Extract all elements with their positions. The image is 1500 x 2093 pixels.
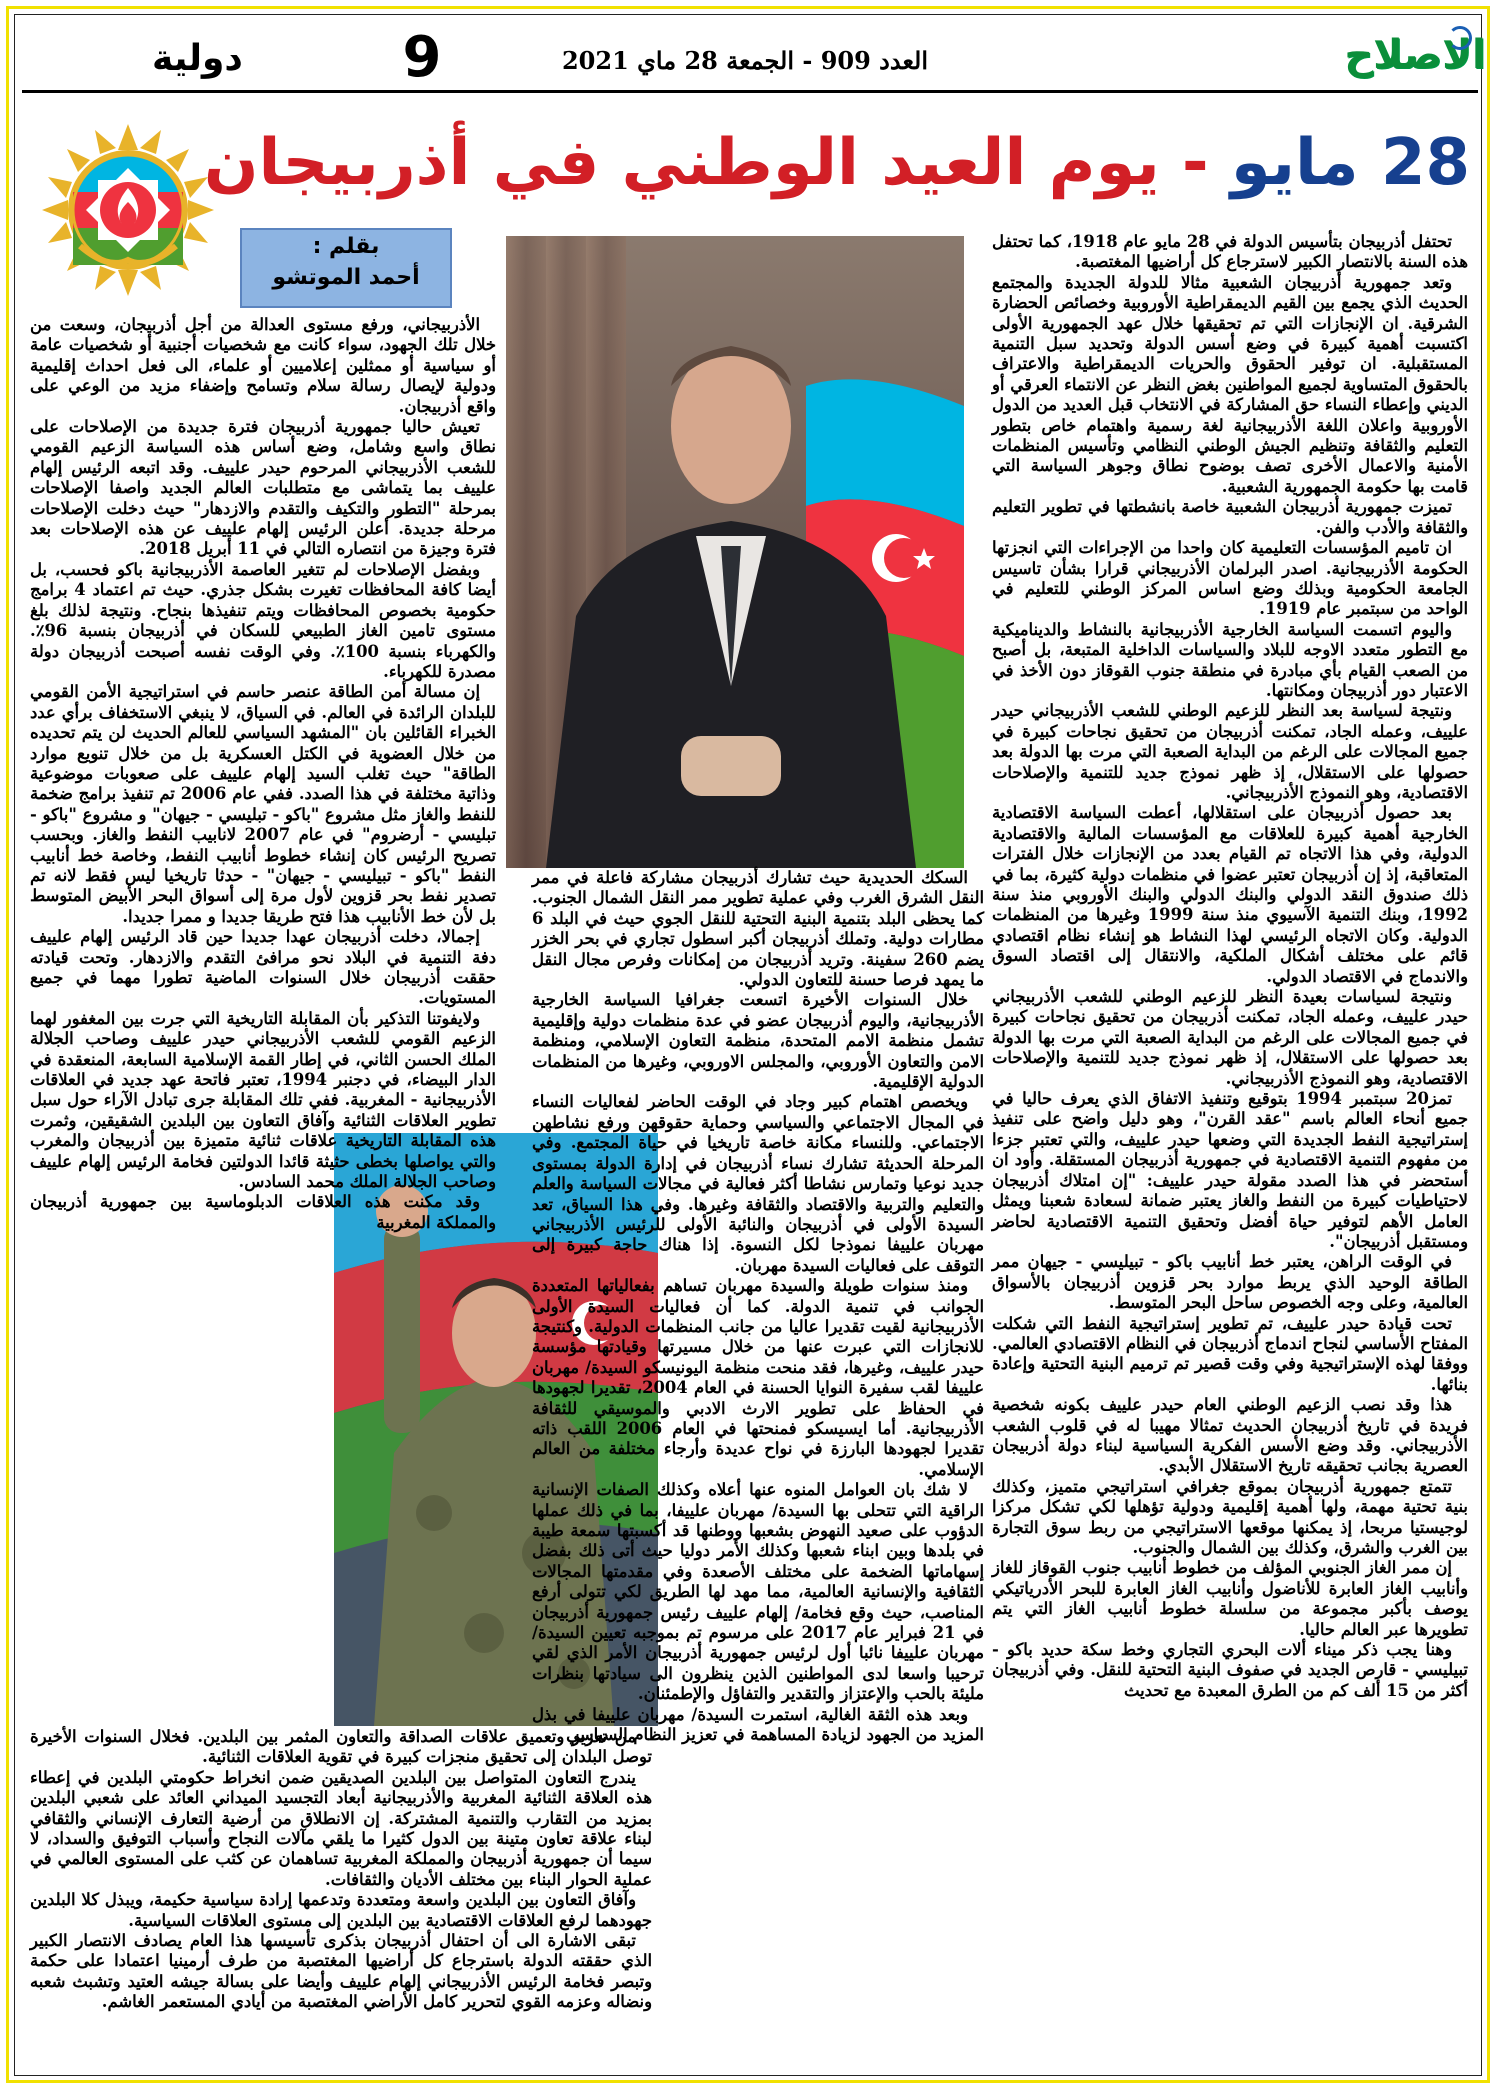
paragraph: ولايفوتنا التذكير بأن المقابلة التاريخية التي جرت بين المغفور لهما الزعيم القومي للشعب الأذربيجاني حيدر علييف وصاحب الجلالة الملك الحسن الثاني، في إطار القمة الإسلامية السابعة، المنعقدة في الدار البيضاء، في دجنبر 1994، تعتبر فاتحة عهد جديد في العلاقات الأذربيجانية - المغربية. ففي تلك المقابلة جرى تبادل الآراء حول سبل تطوير العلاقات الثنائية وآفاق التعاون بين البلدين الشقيقين، وثمرت هذه المقابلة التاريخية علاقات ثنائية متميزة بين أذربيجان والمغرب والتي يواصلها بخطى حثيثة قائدا الدولتين فخامة الرئيس إلهام علييف وصاحب الجلالة الملك محمد السادس. [30, 1008, 496, 1192]
paragraph: إن مسالة أمن الطاقة عنصر حاسم في استراتيجية الأمن القومي للبلدان الرائدة في العالم. في السياق، لا ينبغي الاستخفاف برأي عدد الخبراء القائلين بان "المشهد السياسي للعالم الحديث لن يتم تحديده من خلال العضوية في الكتل العسكرية بل من خلال تنويع موارد الطاقة" حيث تغلب السيد إلهام علييف على صعوبات موضوعية وذاتية مختلفة في هذا الصدد. ففي عام 2006 تم تنفيذ برامج ضخمة للنفط والغاز مثل مشروع "باكو - تبليسي - جيهان" و مشروع "باكو - تبليسي - أرضروم" في عام 2007 لانابيب النفط والغاز. وبحسب تصريح الرئيس كان إنشاء خطوط أنابيب النفط، وخاصة خط أنابيب النفط "باكو - تبيليسي - جيهان" - حدثا تاريخيا ليس فقط لانه تم تصدير نفط بحر قزوين لأول مرة إلى أسواق البحر الأبيض المتوسط بل لأن خط الأنابيب هذا فتح طريقا جديدا و ممرا جديدا. [30, 682, 497, 926]
byline-prefix: بقلم : [312, 234, 380, 259]
newspaper-header [22, 20, 1486, 96]
paragraph: ان تاميم المؤسسات التعليمية كان واحدا من الإجراءات التي انجزتها الحكومة الأذربيجانية. اصدر البرلمان الأذربيجاني قرارا بشأن تاسيس الجامعة الحكومية وبذلك وضع اساس المركز الوطني للتعليم في الواحد من سبتمبر عام 1919. [992, 538, 1468, 619]
paragraph: وقد مكنت هذه العلاقات الدبلوماسية بين جمهورية أذربيجان والمملكة المغربية [30, 1192, 496, 1232]
paragraph: وهنا يجب ذكر ميناء ألات البحري التجاري وخط سكة حديد باكو - تبيليسي - قارص الجديد في صفوف البنية التحتية للنقل. وفي أذربيجان أكثر من 15 ألف كم من الطرق المعبدة مع تحديث [992, 1640, 1468, 1700]
article-column-right [992, 232, 1468, 1701]
headline-date: 28 مايو [1230, 126, 1470, 200]
paragraph: إجمالا، دخلت أذربيجان عهدا جديدا حين قاد الرئيس إلهام علييف دفة التنمية في البلاد نحو مرافئ التقدم والازدهار. وتحت قيادته حققت أذربيجان خلال السنوات الماضية تطورا مهما في جميع المستويات. [30, 927, 496, 1008]
paragraph: تتمتع جمهورية أذربيجان بموقع جغرافي استراتيجي متميز، وكذلك بنية تحتية مهمة، ولها أهمية إقليمية ودولية تؤهلها لكي تشكل مركزا لوجيستيا مربحا، إذ يمكنها موقعها الاستراتيجي من ربط سوق التجارة بين الغرب والشرق، وكذلك بين الشمال والجنوب. [992, 1476, 1468, 1557]
newspaper-logo [1344, 20, 1486, 90]
byline-box [240, 228, 452, 308]
paragraph: وآفاق التعاون بين البلدين واسعة ومتعددة وتدعمها إرادة سياسية حكيمة، ويبذل كلا البلدين جهودهما لرفع العلاقات الاقتصادية بين البلدين إلى مستوى العلاقات السياسية. [30, 1890, 652, 1930]
logo-text: الاصلاح [1344, 32, 1486, 78]
paragraph: تعيش حاليا جمهورية أذربيجان فترة جديدة من الإصلاحات على نطاق واسع وشامل، وضع أساس هذه السياسة الزعيم القومي للشعب الأذربيجاني المرحوم حيدر علييف. وقد اتبعه الرئيس إلهام علييف بما يتماشى مع متطلبات العالم الجديد واصفا الإصلاحات بمرحلة "التطور والتكيف والتقدم والازدهار" حيث دخلت الإصلاحات مرحلة جديدة. أعلن الرئيس إلهام علييف عن هذه الإصلاحات بعد فترة وجيزة من انتصاره التالي في 11 أبريل 2018. [30, 417, 496, 559]
paragraph: يندرج التعاون المتواصل بين البلدين الصديقين ضمن انخراط حكومتي البلدين في إعطاء هذه العلاقة الثنائية المغربية والأذربيجانية أبعاد التجسيد الميداني العائد على شعبي البلدين بمزيد من التقارب والتنمية المشتركة. إن الانطلاق من أرضية التعارف الإنساني والثقافي لبناء علاقة تعاون متينة بين الدول كثيرا ما يلقي مآلات النجاح وأسباب التوفيق والسداد، لا سيما أن جمهورية أذربيجان والمملكة المغربية تساهمان عن كثب على المستوى العالمي في عملية الحوار البناء بين مختلف الأديان والثقافات. [30, 1767, 652, 1889]
paragraph: تحت قيادة حيدر علييف، تم تطوير إستراتيجية النفط التي شكلت المفتاح الأساسي لنجاح اندماج أذربيجان في النظام الاقتصادي العالمي. ووفقا لهذه الإستراتيجية وفي وقت قصير تم ترميم البنية التحتية وإعادة بنائها. [992, 1313, 1468, 1394]
byline-author: أحمد الموتشو [272, 265, 420, 290]
paragraph: تبقى الاشارة الى أن احتفال أذربيجان بذكرى تأسيسها هذا العام يصادف الانتصار الكبير الذي حققته الدولة باسترجاع كل أراضيها المغتصبة من طرف أرمينيا اعتمادا على حكمة وتبصر فخامة الرئيس الأذربيجاني إلهام علييف وأيضا على بسالة جيشه العتيد وتشبث شعبه ونضاله وعزمه القوي لتحرير كامل الأراضي المغتصبة من أيادي المستعمر الغاشم. [30, 1931, 652, 2012]
paragraph: في الوقت الراهن، يعتبر خط أنابيب باكو - تبيليسي - جيهان ممر الطاقة الوحيد الذي يربط موارد بحر قزوين أذربيجان بالأسواق العالمية، وعلى وجه الخصوص ساحل البحر المتوسط. [992, 1252, 1468, 1313]
paragraph: ويخصص اهتمام كبير وجاد في الوقت الحاضر لفعاليات النساء في المجال الاجتماعي والسياسي وحماية حقوقهن ورفع نشاطهن الاجتماعي. وللنساء مكانة خاصة تاريخيا في حياة المجتمع. وفي المرحلة الحديثة تشارك نساء أذربيجان في إدارة الدولة بمستوى جديد نوعيا وتمارس نشاطا أكثر فعالية في مجالات السياسة والعلم والتعليم والتربية والاقتصاد والثقافة وغيرها. وفي هذا السياق، تعد السيدة الأولى في أذربيجان والنائبة الأولى للرئيس الأذربيجاني مهربان علييفا نموذجا لكل النسوة. إذا هناك حاجة كبيرة إلى التوقف على فعاليات السيدة مهربان. [532, 1092, 984, 1275]
azerbaijan-emblem-icon [40, 122, 216, 298]
header-rule [22, 90, 1478, 93]
paragraph: وبفضل الإصلاحات لم تتغير العاصمة الأذربيجانية باكو فحسب، بل أيضا كافة المحافظات تغيرت بشكل جذري. حيث تم اعتماد 4 برامج حكومية بخصوص المحافظات ويتم تنفيذها بنجاح. ونتيجة لذلك بلغ مستوى تامين الغاز الطبيعي للسكان في أذربيجان بنسبة 96٪. والكهرباء بنسبة 100٪. وفي الوقت نفسه أصبحت أذربيجان دولة مصدرة للكهرباء. [30, 559, 497, 681]
article-column-middle [532, 868, 984, 1745]
article-headline [204, 118, 1470, 208]
paragraph: من تعزيز وتعميق علاقات الصداقة والتعاون المثمر بين البلدين. فخلال السنوات الأخيرة توصل البلدان إلى تحقيق منجزات كبيرة في تقوية العلاقات الثنائية. [30, 1727, 652, 1767]
paragraph: تمز20 سبتمبر 1994 بتوقيع وتنفيذ الاتفاق الذي يعرف حاليا في جميع أنحاء العالم باسم "عقد القرن"، وهو دليل واضح على تنفيذ إستراتيجية النفط الجديدة التي وضعها حيدر علييف، والتي تعتبر جزءا من مفهوم التنمية الاقتصادية في جمهورية أذربيجان المستقلة. وأود ان أستحضر في هذا الصدد مقولة حيدر علييف: "إن امتلاك أذربيجان لاحتياطيات كبيرة من النفط والغاز يعتبر ضمانة لسعادة شعبنا ويمثل العامل الأهم لتوفير حياة أفضل وتحقيق التنمية الاقتصادية لحاضر ومستقبل أذربيجان". [992, 1089, 1468, 1251]
paragraph: لا شك بان العوامل المنوه عنها أعلاه وكذلك الصفات الإنسانية الراقية التي تتحلى بها السيدة/ مهربان علييفا، بما في ذلك عملها الدؤوب على صعيد النهوض بشعبها ووطنها قد أكسبتها سمعة طيبة في بلدها وبين ابناء شعبها وكذلك الأمر دوليا حيث أتى ذلك بفضل إسهاماتها الضخمة على مختلف الأصعدة وفي مقدمتها المجالات الثقافية والإنسانية العالمية، مما مهد لها الطريق لكي تتولى أرفع المناصب، حيث وقع فخامة/ إلهام علييف رئيس جمهورية أذربيجان في 21 فبراير عام 2017 على مرسوم تم بموجبه تعيين السيدة/ مهربان علييفا نائبا أول لرئيس جمهورية أذربيجان الأمر الذي لقي ترحيبا واسعا لدى المواطنين الذين ينظرون الى سيادتها بنظرات مليئة بالحب والإعتزاز والتقدير والتفاؤل والإطمئنان. [532, 1480, 985, 1704]
paragraph: واليوم اتسمت السياسة الخارجية الأذربيجانية بالنشاط والديناميكية مع التطور متعدد الاوجه للبلاد والسياسات الداخلية المتبعة، بل أصبح من الصعب القيام بأي مبادرة في منطقة جنوب القوقاز دون الأخذ في الاعتبار دور أذربيجان ومكانتها. [992, 619, 1468, 700]
paragraph: بعد حصول أذربيجان على استقلالها، أعطت السياسة الاقتصادية الخارجية أهمية كبيرة للعلاقات مع المؤسسات المالية والاقتصادية الدولية، وفي هذا الاتجاه تم القيام بعدد من الإنجازات خلال الفترات المتعاقبة، إذ إن أذربيجان تعتبر عضوا في منظمات دولية كثيرة، بما في ذلك صندوق النقد الدولي والبنك الدولي والبنك الأوروبي منذ سنة 1992، وبنك التنمية الآسيوي منذ سنة 1999 وغيرها من المنظمات الدولية. وكان الاتجاه الرئيسي لهذا النشاط هو إنشاء نظام اقتصادي قائم على مختلف أشكال الملكية، والانتقال إلى اقتصاد السوق والاندماج في الاقتصاد الدولي. [992, 803, 1468, 986]
paragraph: وتعد جمهورية أذربيجان الشعبية مثالا للدولة الجديدة والمجتمع الحديث الذي يجمع بين القيم الديمقراطية الأوروبية وخصائص الحضارة الشرقية. ان الإنجازات التي تم تحقيقها خلال عهد الجمهورية الأولى اكتسبت أهمية كبيرة في وضع أسس الدولة وتحديد سبل التنمية المستقبلية. ان توفير الحقوق والحريات الديمقراطية والاعتراف بالحقوق المتساوية لجميع المواطنين بغض النظر عن الانتماء العرقي أو الديني وإعطاء النساء حق المشاركة في الانتخاب قبل العديد من الدول الأوروبية واعلان اللغة الأذربيجانية لغة رسمية واهتمام خاص بتطور التعليم والثقافة وتنظيم الجيش الوطني النظامي وتأسيس المنظمات الأمنية والاعمال الأخرى تصف بوضوح نطاق وجوهر السياسة التي قامت بها حكومة الجمهورية الشعبية. [992, 272, 1468, 496]
headline-text: - يوم العيد الوطني في أذربيجان [203, 126, 1209, 200]
paragraph: الأذربيجاني، ورفع مستوى العدالة من أجل أذربيجان، وسعت من خلال تلك الجهود، سواء كانت مع شخصيات أجنبية أو شخصيات عامة أو سياسية أو ممثلين إعلاميين أو علماء، الى فعل احداث إقليمية ودولية لإيصال رسالة سلام وتسامح وإضفاء مزيد من الوعي على واقع أذربيجان. [30, 315, 496, 416]
paragraph: وبعد هذه الثقة الغالية، استمرت السيدة/ مهربان علييفا في بذل المزيد من الجهود لزيادة المساهمة في تعزيز النظام السياسي [532, 1704, 984, 1745]
paragraph: السكك الحديدية حيث تشارك أذربيجان مشاركة فاعلة في ممر النقل الشرق الغرب وفي عملية تطوير ممر النقل الشمال الجنوب. كما يحظى البلد بتنمية البنية التحتية للنقل الجوي حيث في البلد 6 مطارات دولية. وتملك أذربيجان أكبر اسطول تجاري في بحر الخزر يضم 260 سفينة. وتريد أذربيجان من إمكانات وفرص مجال النقل ما يمهد فرصا حسنة للتعاون الدولي. [532, 868, 985, 990]
section-label: دولية [152, 38, 243, 79]
paragraph: خلال السنوات الأخيرة اتسعت جغرافيا السياسة الخارجية الأذربيجانية، واليوم أذربيجان عضو في عدة منظمات دولية وإقليمية تشمل منظمة الامم المتحدة، منظمة التعاون الإسلامي، ومنظمة الامن والتعاون الأوروبي، والمجلس الاوروبي، وغيرها من المنظمات الدولية الإقليمية. [532, 990, 984, 1092]
article-column-left [30, 315, 496, 1233]
paragraph: ونتيجة لسياسة بعد النظر للزعيم الوطني للشعب الأذربيجاني حيدر علييف، وعمله الجاد، تمكنت أذربيجان من تحقيق نجاحات كبيرة في جميع المجالات على الرغم من البداية الصعبة التي مرت بها الدولة بعد حصولها على الاستقلال، إذ ظهر نموذج جديد للتنمية والإصلاحات الاقتصادية، وهو النموذج الأذربيجاني. [992, 701, 1468, 802]
paragraph: تميزت جمهورية أذربيجان الشعبية خاصة بانشطتها في تطوير التعليم والثقافة والأدب والفن. [992, 497, 1468, 537]
president-portrait-photo [506, 236, 964, 868]
paragraph: هذا وقد نصب الزعيم الوطني العام حيدر علييف بكونه شخصية فريدة في تاريخ أذربيجان الحديث تمثالا مهيبا له في قلوب الشعب الأذربيجاني. وقد وضع الأسس الفكرية السياسية لبناء دولة أذربيجان العصرية بجانب تحقيقه تاريخ الاستقلال الأبدي. [992, 1395, 1468, 1476]
issue-date-line: العدد 909 - الجمعة 28 ماي 2021 [561, 46, 928, 75]
paragraph: ونتيجة لسياسات بعيدة النظر للزعيم الوطني للشعب الأذربيجاني حيدر علييف، وعمله الجاد، تمكنت أذربيجان من تحقيق نجاحات كبيرة في جميع المجالات على الرغم من البداية الصعبة التي مرت بها الدولة بعد حصولها على الاستقلال، إذ ظهر نموذج جديد للتنمية والإصلاحات الاقتصادية، وهو النموذج الأذربيجاني. [992, 987, 1468, 1088]
logo-swirl-icon [1448, 26, 1472, 50]
paragraph: إن ممر الغاز الجنوبي المؤلف من خطوط أنابيب جنوب القوقاز للغاز وأنابيب الغاز العابرة للأناضول وأنابيب الغاز العابرة للبحر الأدرياتيكي يوصف بأكبر مجموعة من سلسلة خطوط أنابيب الغاز التي يتم تطويرها عبر العالم حاليا. [992, 1558, 1468, 1639]
paragraph: ومنذ سنوات طويلة والسيدة مهربان تساهم بفعالياتها المتعددة الجوانب في تنمية الدولة. كما أن فعاليات السيدة الأولى الأذربيجانية لقيت تقديرا عاليا من جانب المنظمات الدولية. وكنتيجة للانجازات التي عبرت عنها من خلال مسيرتها وقيادتها مؤسسة حيدر علييف، وغيرها، فقد منحت منظمة اليونيسكو السيدة/ مهربان علييفا لقب سفيرة النوايا الحسنة في العام 2004، تقديرا لجهودها في الحفاظ على تطوير الارث الادبي والموسيقي للثقافة الأذربيجانية. أما ايسيسكو فمنحتها في العام 2006 اللقب ذاته تقديرا لجهودها البارزة في نواح عديدة وأرجاء مختلفة من العالم الإسلامي. [532, 1276, 984, 1479]
paragraph: تحتفل أذربيجان بتأسيس الدولة في 28 مايو عام 1918، كما تحتفل هذه السنة بالانتصار الكبير لاسترجاع كل أراضيها المغتصبة. [992, 232, 1468, 272]
article-column-bottom-left [30, 1727, 652, 2013]
page-number: 9 [402, 25, 442, 90]
